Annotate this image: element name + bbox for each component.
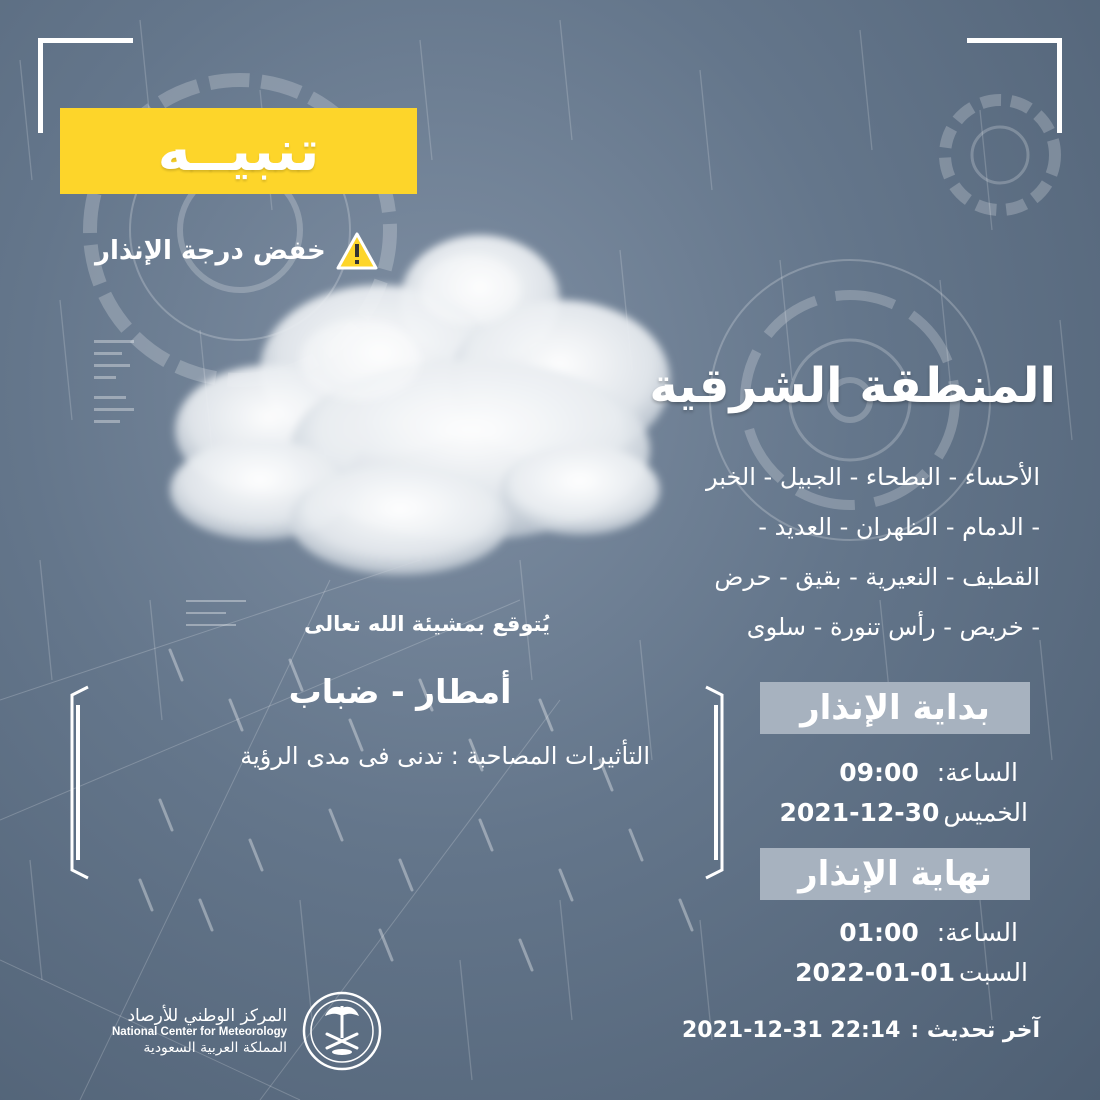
cities-line: القطيف - النعيرية - بقيق - حرض — [714, 563, 1040, 591]
national-emblem-logo — [301, 990, 383, 1072]
cities-line: - الدمام - الظهران - العديد - — [758, 513, 1040, 541]
last-update-value: 2021-12-31 22:14 — [682, 1018, 901, 1043]
bracket-right — [702, 685, 728, 880]
warning-end-title: نهاية الإنذار — [760, 848, 1030, 900]
warning-end-day: السبت — [959, 958, 1028, 987]
warning-start-date-row — [760, 798, 1028, 827]
alert-status-row — [95, 232, 378, 270]
org-country-ar: المملكة العربية السعودية — [143, 1039, 288, 1056]
warning-end-time-row — [760, 918, 1018, 947]
warning-end-date-row — [760, 958, 1028, 987]
warning-icon — [336, 232, 378, 270]
last-update — [682, 1018, 1040, 1043]
frame-corner-top-right — [967, 38, 1062, 133]
cities-line: الأحساء - البطحاء - الجبيل - الخبر — [705, 463, 1040, 491]
alert-status-text: خفض درجة الإنذار — [95, 236, 326, 266]
forecast-intro: يُتوقع بمشيئة الله تعالى — [303, 612, 550, 636]
region-title: المنطقة الشرقية — [649, 358, 1056, 414]
time-label: الساعة: — [936, 758, 1018, 787]
org-name — [112, 1006, 287, 1057]
cities-list — [620, 452, 1040, 652]
warning-start-day: الخميس — [943, 798, 1028, 827]
alert-banner — [60, 108, 417, 194]
warning-start-time-row — [760, 758, 1018, 787]
warning-start-time: 09:00 — [839, 758, 919, 787]
warning-start-title: بداية الإنذار — [760, 682, 1030, 734]
last-update-label: آخر تحديث : — [910, 1018, 1040, 1043]
org-logo — [112, 990, 383, 1072]
cities-line: - خريص - رأس تنورة - سلوى — [746, 613, 1040, 641]
warning-start-date: 2021-12-30 — [779, 798, 940, 827]
time-label: الساعة: — [936, 918, 1018, 947]
warning-end-time: 01:00 — [839, 918, 919, 947]
org-name-en: National Center for Meteorology — [112, 1025, 288, 1038]
effects: التأثيرات المصاحبة : تدنى فى مدى الرؤية — [240, 742, 650, 770]
warning-end-date: 2022-01-01 — [795, 958, 956, 987]
bracket-left — [66, 685, 92, 880]
alert-label: تنبيــه — [157, 118, 320, 184]
org-name-ar: المركز الوطني للأرصاد — [127, 1005, 288, 1026]
phenomena: أمطار - ضباب — [288, 672, 512, 711]
